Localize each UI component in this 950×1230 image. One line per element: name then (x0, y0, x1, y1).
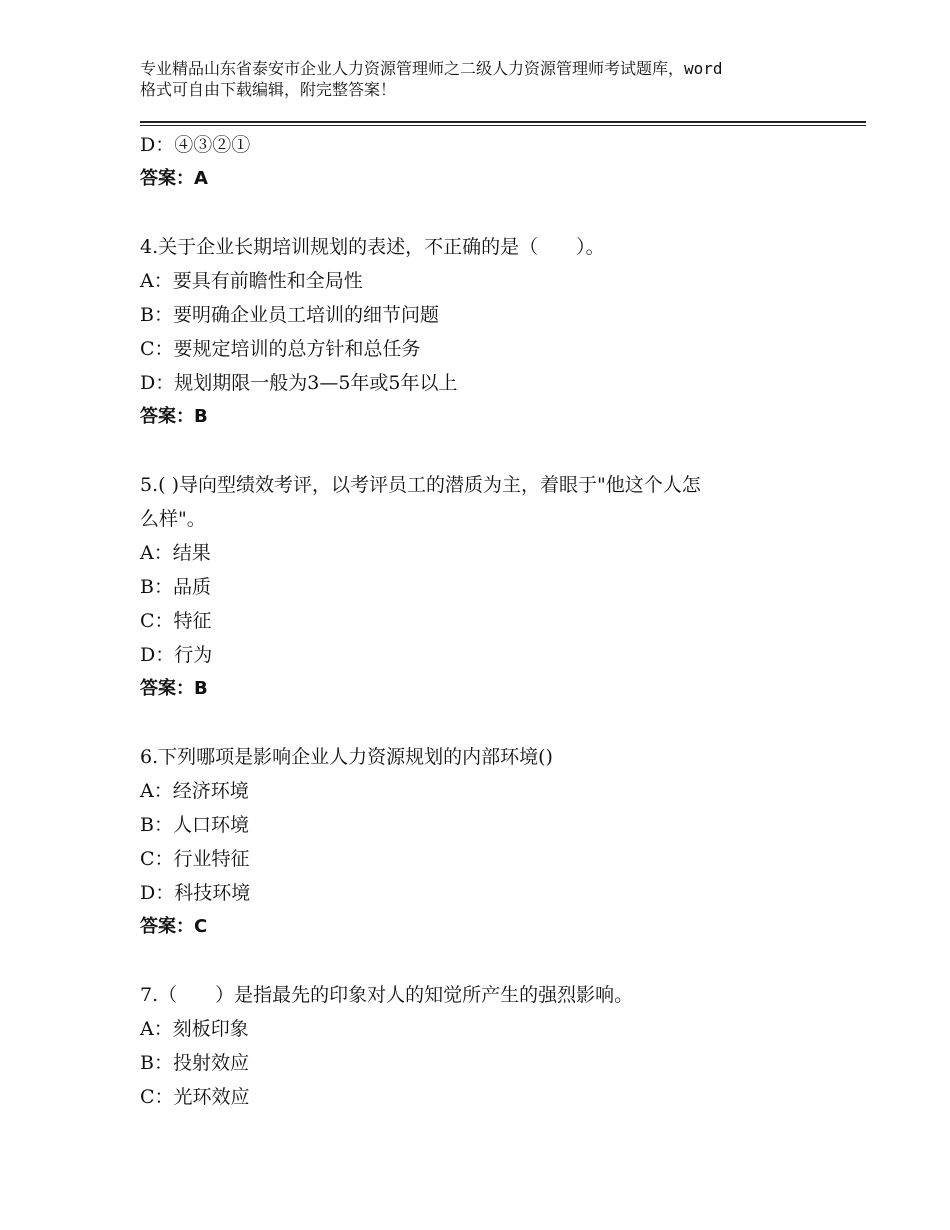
option-c: C：特征 (140, 610, 212, 632)
question-block (140, 230, 840, 434)
option-c: C：要规定培训的总方针和总任务 (140, 338, 421, 360)
question-answer: 答案：B (140, 678, 208, 699)
option-b: B：要明确企业员工培训的细节问题 (140, 304, 439, 326)
option-b: B：投射效应 (140, 1052, 249, 1074)
option-a: A：要具有前瞻性和全局性 (140, 270, 363, 292)
option-b: B：人口环境 (140, 814, 249, 836)
question-stem: 7.（ ）是指最先的印象对人的知觉所产生的强烈影响。 (140, 984, 634, 1006)
header-rule-thin (140, 125, 866, 126)
question-stem: 4.关于企业长期培训规划的表述，不正确的是（ ）。 (140, 236, 605, 258)
question-answer: 答案：C (140, 916, 208, 937)
question-list (140, 128, 840, 1114)
option-c: C：光环效应 (140, 1086, 250, 1108)
question-block (140, 468, 840, 706)
question-stem: 6.下列哪项是影响企业人力资源规划的内部环境() (140, 746, 553, 768)
question-answer: 答案：B (140, 406, 208, 427)
option-b: B：品质 (140, 576, 211, 598)
question-block (140, 740, 840, 944)
option-a: A：结果 (140, 542, 211, 564)
option-d: D：科技环境 (140, 882, 251, 904)
option-a: A：刻板印象 (140, 1018, 249, 1040)
spacer (140, 706, 840, 740)
page-header (140, 58, 830, 100)
header-title-line-1: 专业精品山东省泰安市企业人力资源管理师之二级人力资源管理师考试题库，word (140, 59, 723, 78)
option-d: D：规划期限一般为3—5年或5年以上 (140, 372, 458, 394)
prev-answer: 答案：A (140, 168, 208, 189)
option-c: C：行业特征 (140, 848, 250, 870)
question-block (140, 978, 840, 1114)
prev-option-d: D：④③②① (140, 134, 251, 156)
option-d: D：行为 (140, 644, 213, 666)
option-a: A：经济环境 (140, 780, 249, 802)
spacer (140, 944, 840, 978)
spacer (140, 434, 840, 468)
question-stem: 5.( )导向型绩效考评，以考评员工的潜质为主，着眼于"他这个人怎 (140, 474, 701, 496)
header-title-line-2: 格式可自由下载编辑，附完整答案！ (140, 80, 397, 99)
spacer (140, 196, 840, 230)
question-stem-continued: 么样"。 (140, 508, 206, 530)
header-rule-thick (140, 121, 866, 123)
